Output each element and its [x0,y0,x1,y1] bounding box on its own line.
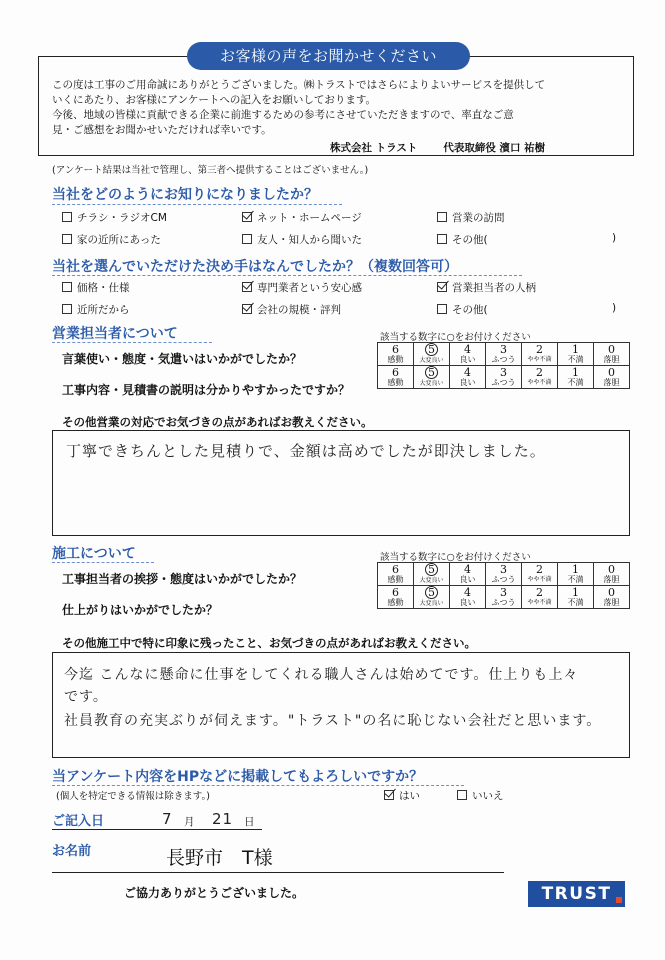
rating-option-0[interactable] [594,343,630,366]
sales-heading-underline [52,342,212,343]
construction-question-1: 工事担当者の挨拶・態度はいかがでしたか？ [62,572,303,586]
rating-label: 感動 [387,378,404,387]
rating-option-4[interactable] [450,563,486,586]
name-underline [52,872,504,873]
rating-number: 1 [572,563,579,576]
checkbox-checked[interactable] [242,304,252,314]
rating-label: やや不満 [527,379,552,386]
rating-number: 6 [392,563,399,576]
rating-number: 1 [572,586,579,599]
checkbox[interactable] [242,234,252,244]
construction-heading: 施工について [52,546,136,562]
sales-comment: 丁寧できちんとした見積りで、金額は高めでしたが即決しました。 [66,442,546,460]
rating-option-6[interactable] [378,586,414,609]
rating-number: 5 [425,563,438,576]
rating-option-2[interactable] [522,343,558,366]
sales-question-2: 工事内容・見積書の説明は分かりやすかったですか？ [62,383,351,397]
checkbox[interactable] [437,234,447,244]
rating-label: 落胆 [603,575,620,584]
construction-heading-underline [52,562,154,563]
entry-month[interactable]: 7 [162,810,173,828]
rating-number: 4 [464,366,471,379]
rating-number: 2 [536,586,543,599]
rating-option-2[interactable] [522,366,558,389]
signature [330,140,545,155]
rating-label: 落胆 [603,598,620,607]
rating-option-5[interactable] [414,586,450,609]
publish-yes-option[interactable]: はい [384,788,420,803]
rating-number: 2 [536,343,543,356]
q1-option-friend[interactable]: 友人・知人から聞いた [242,232,362,247]
rating-number: 5 [425,586,438,599]
name-value[interactable]: 長野市 T様 [166,847,273,869]
sales-rating-row [378,366,630,389]
rating-label: 感動 [387,598,404,607]
rating-label: ふつう [491,575,516,584]
rating-number: 0 [608,343,615,356]
rating-number: 1 [572,366,579,379]
entry-month-unit: 月 [184,816,195,828]
intro-line: 今後、地域の皆様に貢献できる企業に前進するための参考にさせていただきますので、率直なご意 [52,109,514,121]
q2-option-salesperson[interactable]: 営業担当者の人柄 [437,280,536,295]
rating-option-3[interactable] [486,586,522,609]
construction-rating-row [378,586,630,609]
construction-comment-line: 今迄 こんなに懸命に仕事をしてくれる職人さんは始めてです。仕上りも上々 [64,667,579,683]
q1-heading-underline [52,204,342,205]
entry-date-label: ご記入日 [52,814,105,829]
rating-label: 不満 [567,575,584,584]
publish-heading-underline [52,785,464,786]
q2-other-close: ) [612,302,617,314]
thanks-message: ご協力ありがとうございました。 [124,886,305,900]
rating-label: 大変良い [419,577,444,584]
rating-option-0[interactable] [594,586,630,609]
rating-label: 不満 [567,378,584,387]
q1-option-flyer[interactable]: チラシ・ラジオCM [62,210,167,225]
privacy-note: (アンケート結果は当社で管理し、第三者へ提供することはございません。) [52,165,369,176]
rating-option-4[interactable] [450,366,486,389]
construction-scale-hint: 該当する数字に○をお付けください [380,552,531,563]
rating-number: 0 [608,586,615,599]
q1-option-other[interactable]: その他( [437,232,488,247]
checkbox[interactable] [62,304,72,314]
q2-option-reputation[interactable]: 会社の規模・評判 [242,302,341,317]
rating-label: 感動 [387,355,404,364]
intro-text [52,78,627,138]
rating-option-6[interactable] [378,366,414,389]
entry-day[interactable]: 21 [212,810,234,828]
construction-comment-line: 社員教育の充実ぶりが伺えます。"トラスト"の名に恥じない会社だと思います。 [64,713,602,729]
q1-option-web[interactable]: ネット・ホームページ [242,210,362,225]
entry-day-unit: 日 [244,816,255,828]
publish-heading: 当アンケート内容をHPなどに掲載してもよろしいですか？ [52,769,424,785]
checkbox[interactable] [437,304,447,314]
rating-label: 大変良い [419,380,444,387]
sales-rating-table [377,342,630,389]
checkbox-checked[interactable] [437,282,447,292]
rating-number: 2 [536,563,543,576]
checkbox[interactable] [457,790,467,800]
sales-comment-prompt: その他営業の対応でお気づきの点があればお教えください。 [62,415,373,429]
rating-label: やや不満 [527,576,552,583]
rating-label: 良い [459,378,476,387]
q2-heading: 当社を選んでいただけた決め手はなんでしたか？（複数回答可） [52,259,458,275]
rating-number: 1 [572,343,579,356]
rating-label: 落胆 [603,355,620,364]
rating-label: やや不満 [527,356,552,363]
q2-option-specialist[interactable]: 専門業者という安心感 [242,280,362,295]
rating-label: 良い [459,355,476,364]
rating-number: 4 [464,343,471,356]
rating-option-5[interactable] [414,366,450,389]
rating-option-2[interactable] [522,563,558,586]
rating-option-3[interactable] [486,343,522,366]
rating-number: 3 [500,586,507,599]
checkbox-checked[interactable] [242,212,252,222]
q1-option-nearby[interactable]: 家の近所にあった [62,232,161,247]
rating-option-3[interactable] [486,563,522,586]
trust-logo [528,881,625,907]
rating-number: 6 [392,586,399,599]
rating-option-0[interactable] [594,563,630,586]
rating-option-4[interactable] [450,343,486,366]
rating-option-3[interactable] [486,366,522,389]
q1-heading: 当社をどのようにお知りになりましたか？ [52,187,318,203]
rating-option-5[interactable] [414,343,450,366]
rating-option-6[interactable] [378,343,414,366]
logo-dot [616,897,622,903]
sales-scale-hint: 該当する数字に○をお付けください [380,332,531,343]
president-name: 代表取締役 濱口 祐樹 [443,142,546,154]
intro-line: 見・ご感想をお聞かせいただければ幸いです。 [52,124,272,136]
rating-option-1[interactable] [558,563,594,586]
rating-option-4[interactable] [450,586,486,609]
rating-number: 3 [500,343,507,356]
q2-option-nearby[interactable]: 近所だから [62,302,130,317]
rating-label: 大変良い [419,600,444,607]
rating-number: 3 [500,563,507,576]
rating-option-2[interactable] [522,586,558,609]
rating-label: ふつう [491,355,516,364]
rating-label: 良い [459,575,476,584]
construction-comment-line: です。 [64,689,108,705]
rating-number: 5 [425,343,438,356]
construction-question-2: 仕上がりはいかがでしたか？ [62,603,219,617]
rating-number: 6 [392,343,399,356]
company-name: 株式会社 トラスト [330,142,418,154]
q2-heading-underline [52,275,522,276]
publish-note: (個人を特定できる情報は除きます。) [56,791,210,802]
publish-no-option[interactable]: いいえ [457,788,504,803]
intro-line: この度は工事のご用命誠にありがとうございました。㈱トラストではさらによりよいサービスを提供して [52,79,546,91]
rating-label: 大変良い [419,357,444,364]
intro-line: いくにあたり、お客様にアンケートへの記入をお願いしております。 [52,94,377,106]
checkbox[interactable] [62,234,72,244]
checkbox[interactable] [437,212,447,222]
q2-option-price[interactable]: 価格・仕様 [62,280,130,295]
rating-label: 良い [459,598,476,607]
entry-date-underline [52,829,262,830]
rating-number: 2 [536,366,543,379]
rating-label: 感動 [387,575,404,584]
rating-number: 3 [500,366,507,379]
rating-option-1[interactable] [558,586,594,609]
rating-option-5[interactable] [414,563,450,586]
q1-other-close: ) [612,232,617,244]
checkbox-checked[interactable] [242,282,252,292]
rating-option-6[interactable] [378,563,414,586]
construction-rating-table [377,562,630,609]
rating-option-0[interactable] [594,366,630,389]
rating-option-1[interactable] [558,366,594,389]
rating-option-1[interactable] [558,343,594,366]
rating-label: 不満 [567,355,584,364]
rating-number: 6 [392,366,399,379]
sales-rating-row [378,343,630,366]
rating-label: 不満 [567,598,584,607]
construction-rating-row [378,563,630,586]
sales-question-1: 言葉使い・態度・気遣いはいかがでしたか？ [62,352,303,366]
sales-heading: 営業担当者について [52,326,178,342]
q2-option-other[interactable]: その他( [437,302,488,317]
rating-number: 4 [464,563,471,576]
rating-label: ふつう [491,598,516,607]
rating-label: やや不満 [527,599,552,606]
logo-text: TRUST [541,884,612,904]
rating-label: 落胆 [603,378,620,387]
q1-option-visit[interactable]: 営業の訪問 [437,210,505,225]
name-label: お名前 [52,844,92,859]
checkbox[interactable] [62,282,72,292]
rating-number: 5 [425,366,438,379]
checkbox-checked[interactable] [384,790,394,800]
rating-number: 0 [608,366,615,379]
rating-number: 4 [464,586,471,599]
survey-title: お客様の声をお聞かせください [187,42,470,70]
rating-label: ふつう [491,378,516,387]
checkbox[interactable] [62,212,72,222]
construction-comment-prompt: その他施工中で特に印象に残ったこと、お気づきの点があればお教えください。 [62,636,476,650]
rating-number: 0 [608,563,615,576]
